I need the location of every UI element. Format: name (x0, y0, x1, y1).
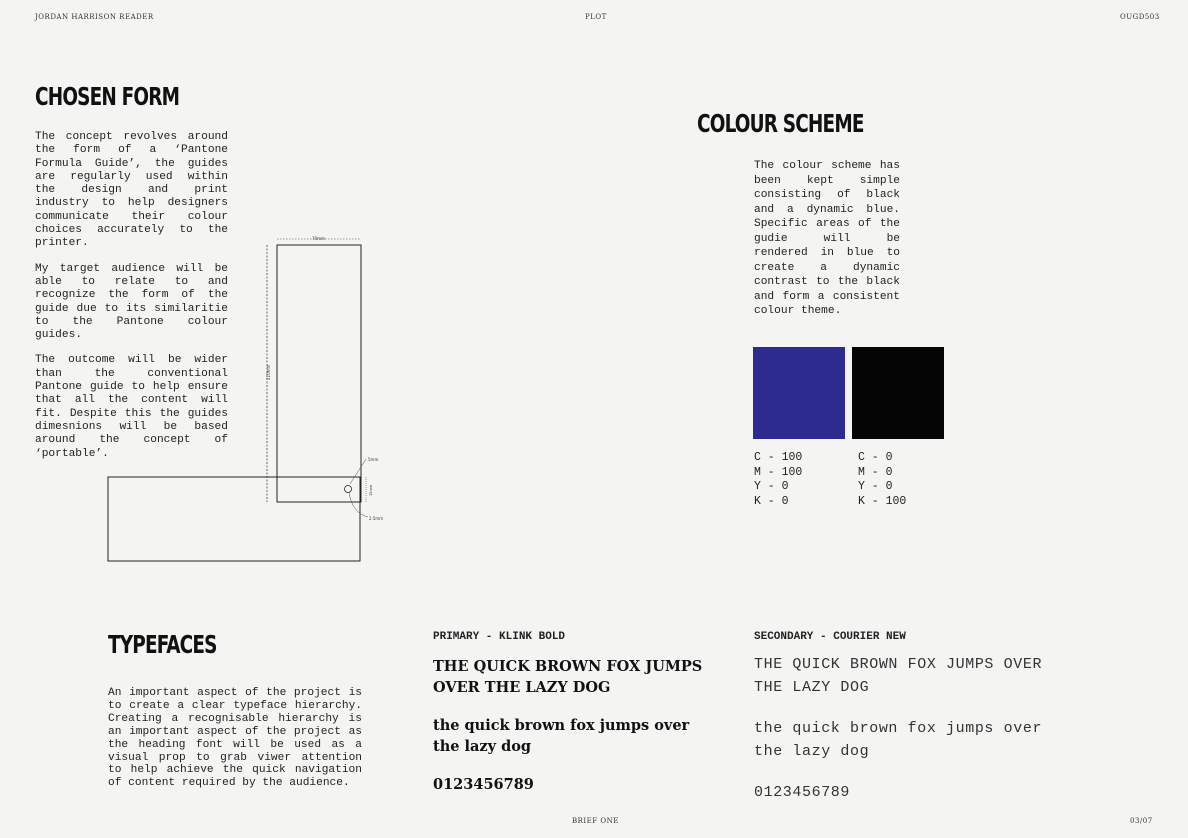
cmyk-m: M - 100 (754, 465, 803, 479)
primary-typeface-label: PRIMARY - KLINK BOLD (433, 631, 566, 643)
chosen-form-paragraph: The concept revolves around the form of a ‘Pantone Formula Guide’, the guides are regularly used within the design and print industry to help designers communicate their colour choices accurately to the printer. (35, 131, 228, 250)
height-label: 210mm (266, 364, 271, 380)
secondary-typeface-label: SECONDARY - COURIER NEW (754, 631, 906, 643)
header-project: PLOT (585, 13, 607, 21)
binding-hole (345, 486, 352, 493)
cmyk-k: K - 0 (754, 494, 789, 508)
header-module: OUGD503 (1120, 13, 1160, 21)
hole-label: 5mm (368, 457, 379, 462)
secondary-specimen-upper: THE QUICK BROWN FOX JUMPS OVER THE LAZY DOG (754, 656, 1043, 696)
colour-scheme-text: The colour scheme has been kept simple consisting of black and a dynamic blue. Specific areas of the gudie will be rendered in blue to create a dynamic contrast to the black and form a consistent colour theme. (754, 160, 900, 317)
form-diagram (100, 230, 390, 570)
cmyk-m: M - 0 (858, 465, 893, 479)
chosen-form-paragraph: My target audience will be able to relate to and recognize the form of the guide due to its similaritie to the Pantone colour guides. (35, 262, 228, 342)
gap-label: 15mm (369, 484, 373, 496)
cmyk-c: C - 100 (754, 451, 803, 464)
swatch-blue (753, 347, 845, 439)
secondary-specimen-lower: the quick brown fox jumps over the lazy dog (754, 720, 1043, 760)
primary-specimen-lower: the quick brown fox jumps over the lazy dog (433, 717, 690, 755)
guide-outline-horizontal (108, 477, 360, 561)
footer-page: 03/07 (1130, 817, 1153, 825)
secondary-specimen-digits: 0123456789 (754, 784, 851, 801)
colour-scheme-title: COLOUR SCHEME (697, 109, 864, 138)
primary-specimen-digits: 0123456789 (433, 776, 534, 793)
cmyk-y: Y - 0 (754, 480, 789, 493)
header-author: JORDAN HARRISON READER (35, 13, 154, 21)
cmyk-k: K - 100 (858, 494, 907, 508)
swatch-black (852, 347, 944, 439)
width-label: 70mm (312, 236, 325, 241)
typefaces-text: An important aspect of the project is to create a clear typeface hierarchy. Creating a recognisable hierarchy is an important aspect of the project as the heading font will be used as a visual prop to grab viwer attention to help achieve the quick navigation of content required by the audience. (108, 687, 362, 790)
cmyk-values-blue (754, 451, 802, 509)
cmyk-c: C - 0 (858, 451, 893, 464)
primary-specimen-upper: THE QUICK BROWN FOX JUMPS OVER THE LAZY DOG (433, 658, 703, 696)
typefaces-title: TYPEFACES (108, 630, 217, 659)
edge-label: 2.5mm (369, 516, 384, 521)
guide-outline-vertical (277, 245, 361, 502)
cmyk-y: Y - 0 (858, 480, 893, 493)
chosen-form-paragraph: The outcome will be wider than the conventional Pantone guide to help ensure that all the content will fit. Despite this the guides dimesnions will be based around the concept of ‘portable’. (35, 354, 228, 460)
footer-brief: BRIEF ONE (572, 817, 619, 825)
cmyk-values-black (858, 451, 906, 509)
chosen-form-title: CHOSEN FORM (35, 82, 180, 111)
